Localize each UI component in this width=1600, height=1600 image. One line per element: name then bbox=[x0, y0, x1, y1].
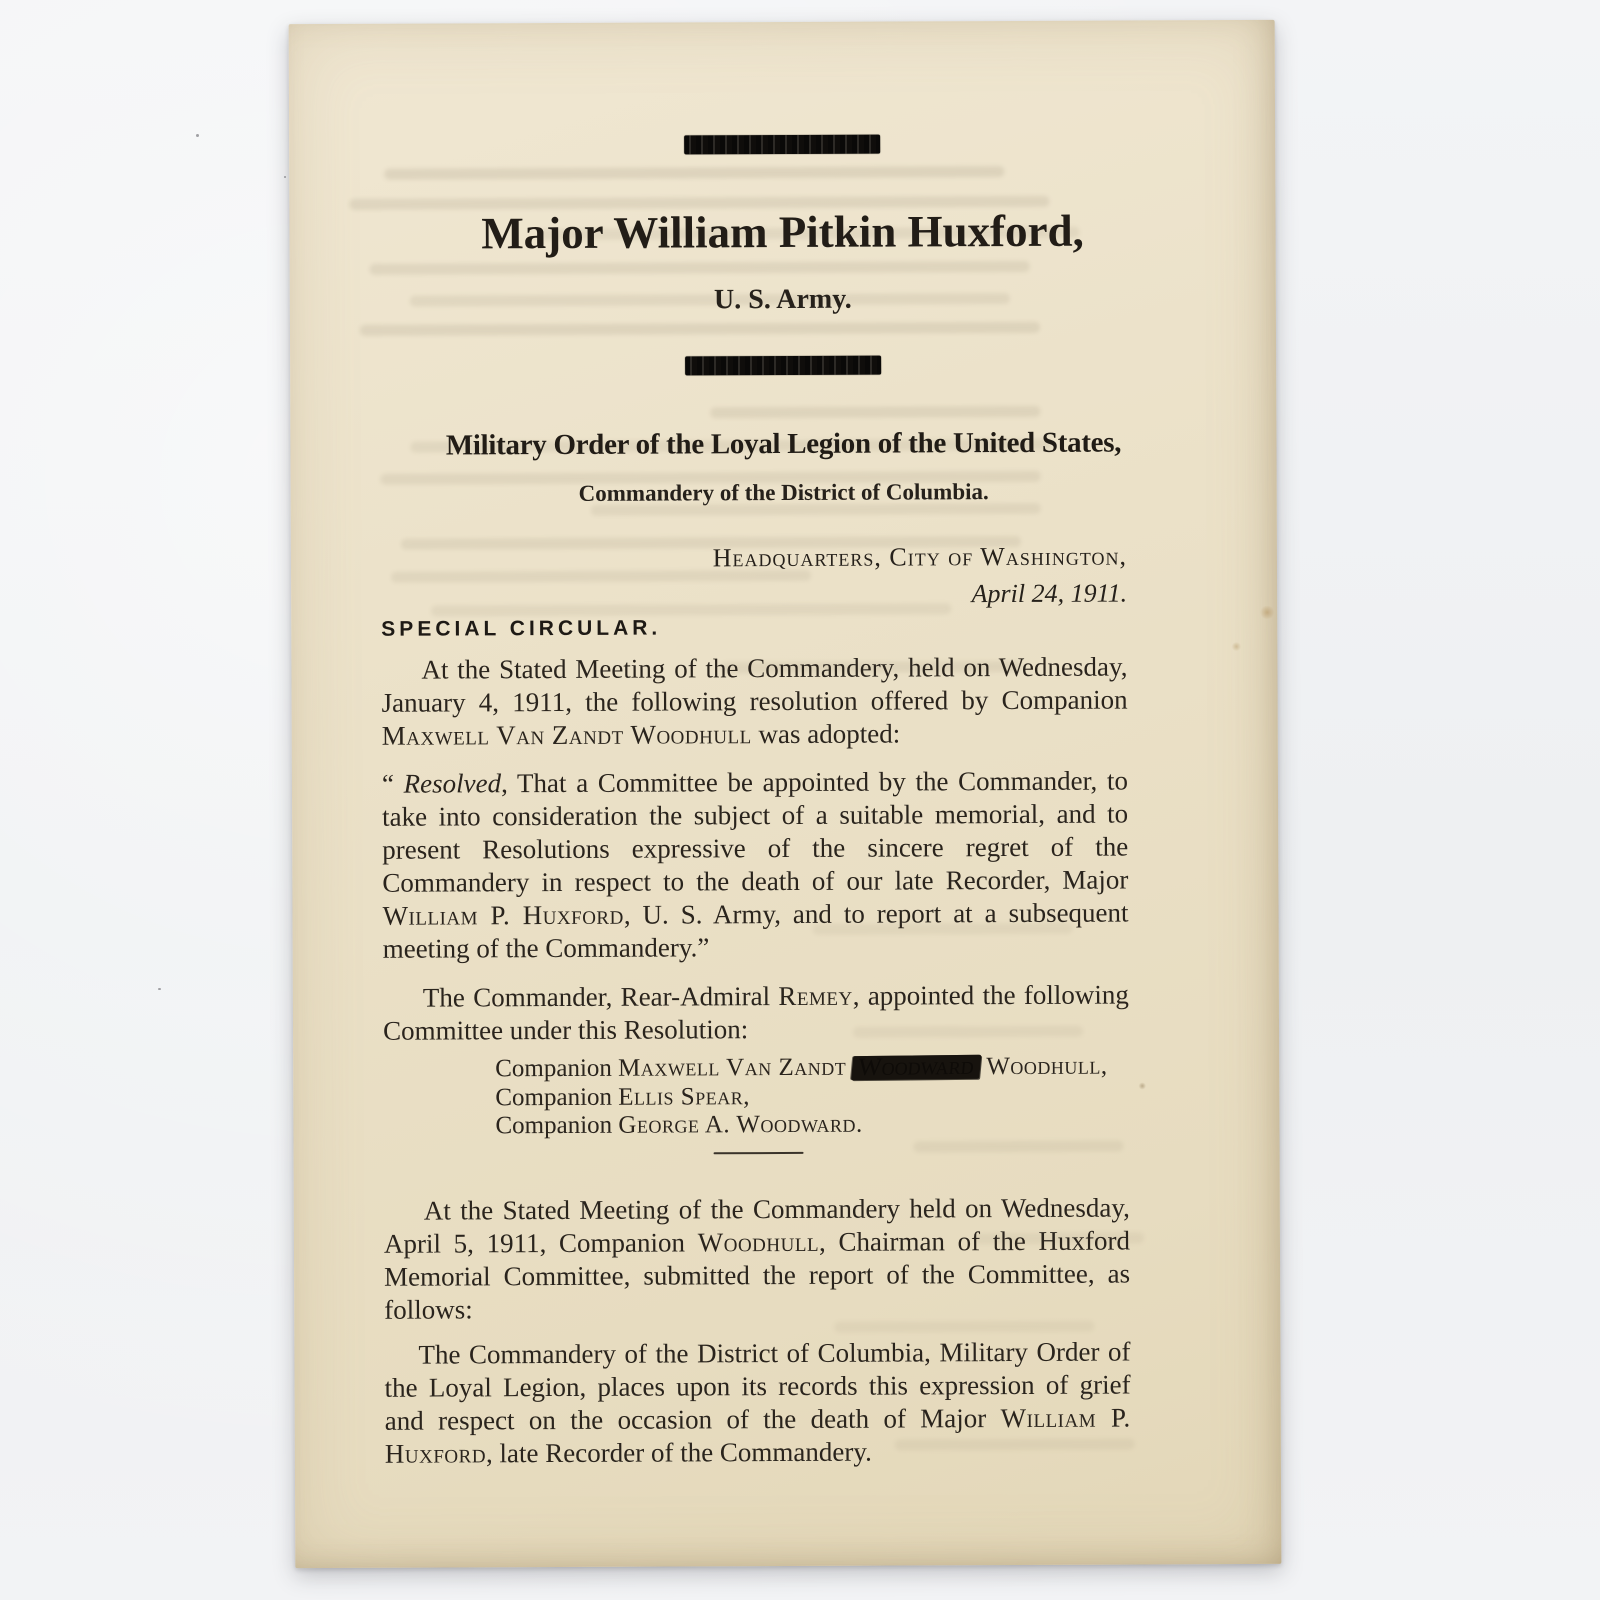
organization-heading: Military Order of the Loyal Legion of the United States, bbox=[445, 426, 1122, 462]
foxing-spot bbox=[1231, 642, 1241, 651]
document-page bbox=[289, 20, 1282, 1568]
decorative-bar-bottom bbox=[685, 356, 881, 376]
date-line: April 24, 1911. bbox=[971, 578, 1128, 609]
show-through-line bbox=[360, 322, 1040, 336]
paragraph-memorial-record: The Commandery of the District of Columbia, Military Order of the Loyal Legion, places upon its records this expression of grief and respect on the occasion of the death of Major William P. Huxford, late Recorder of the Commandery. bbox=[384, 1336, 1131, 1469]
show-through-line bbox=[710, 406, 1040, 418]
special-circular-label: SPECIAL CIRCULAR. bbox=[381, 616, 662, 641]
committee-member: Companion Ellis Spear, bbox=[495, 1082, 750, 1111]
dust-speck bbox=[284, 176, 286, 178]
paragraph-resolution-intro: At the Stated Meeting of the Commandery, held on Wednesday, January 4, 1911, the following resolution offered by Companion Maxwell Van Zandt Woodhull was adopted: bbox=[381, 651, 1128, 751]
paragraph-committee-appointment: The Commander, Rear-Admiral Remey, appointed the following Committee under this Resolution: bbox=[382, 979, 1129, 1046]
show-through-line bbox=[384, 166, 1004, 180]
committee-list bbox=[495, 1052, 1195, 1141]
committee-member: Companion Maxwell Van Zandt Woodward Woodhull, bbox=[495, 1052, 1108, 1083]
paragraph-report-intro: At the Stated Meeting of the Commandery held on Wednesday, April 5, 1911, Companion Woodhull, Chairman of the Huxford Memorial Committee, submitted the report of the Committee, as follows: bbox=[383, 1192, 1131, 1325]
dust-speck bbox=[158, 988, 161, 990]
show-through-line bbox=[370, 261, 1030, 275]
decorative-bar-top bbox=[684, 135, 880, 155]
headquarters-line: Headquarters, City of Washington, bbox=[712, 541, 1128, 573]
document-title: Major William Pitkin Huxford, bbox=[481, 205, 1084, 259]
paragraph-resolution-quote: “ Resolved, That a Committee be appointed by the Commander, to take into consideration the subject of a suitable memorial, and to present Resolutions expressive of the sincere regret of the Commandery in respect to the death of our late Recorder, Major William P. Huxford, U. S. Army, and to report at a subsequent meeting of the Commandery.” bbox=[381, 765, 1129, 964]
dust-speck bbox=[196, 134, 199, 137]
committee-member: Companion George A. Woodward. bbox=[495, 1110, 863, 1140]
foxing-spot bbox=[1259, 606, 1275, 619]
commandery-subheading: Commandery of the District of Columbia. bbox=[578, 479, 989, 506]
show-through-line bbox=[914, 1141, 1124, 1153]
document-subtitle: U. S. Army. bbox=[713, 283, 852, 316]
section-divider bbox=[714, 1152, 804, 1154]
